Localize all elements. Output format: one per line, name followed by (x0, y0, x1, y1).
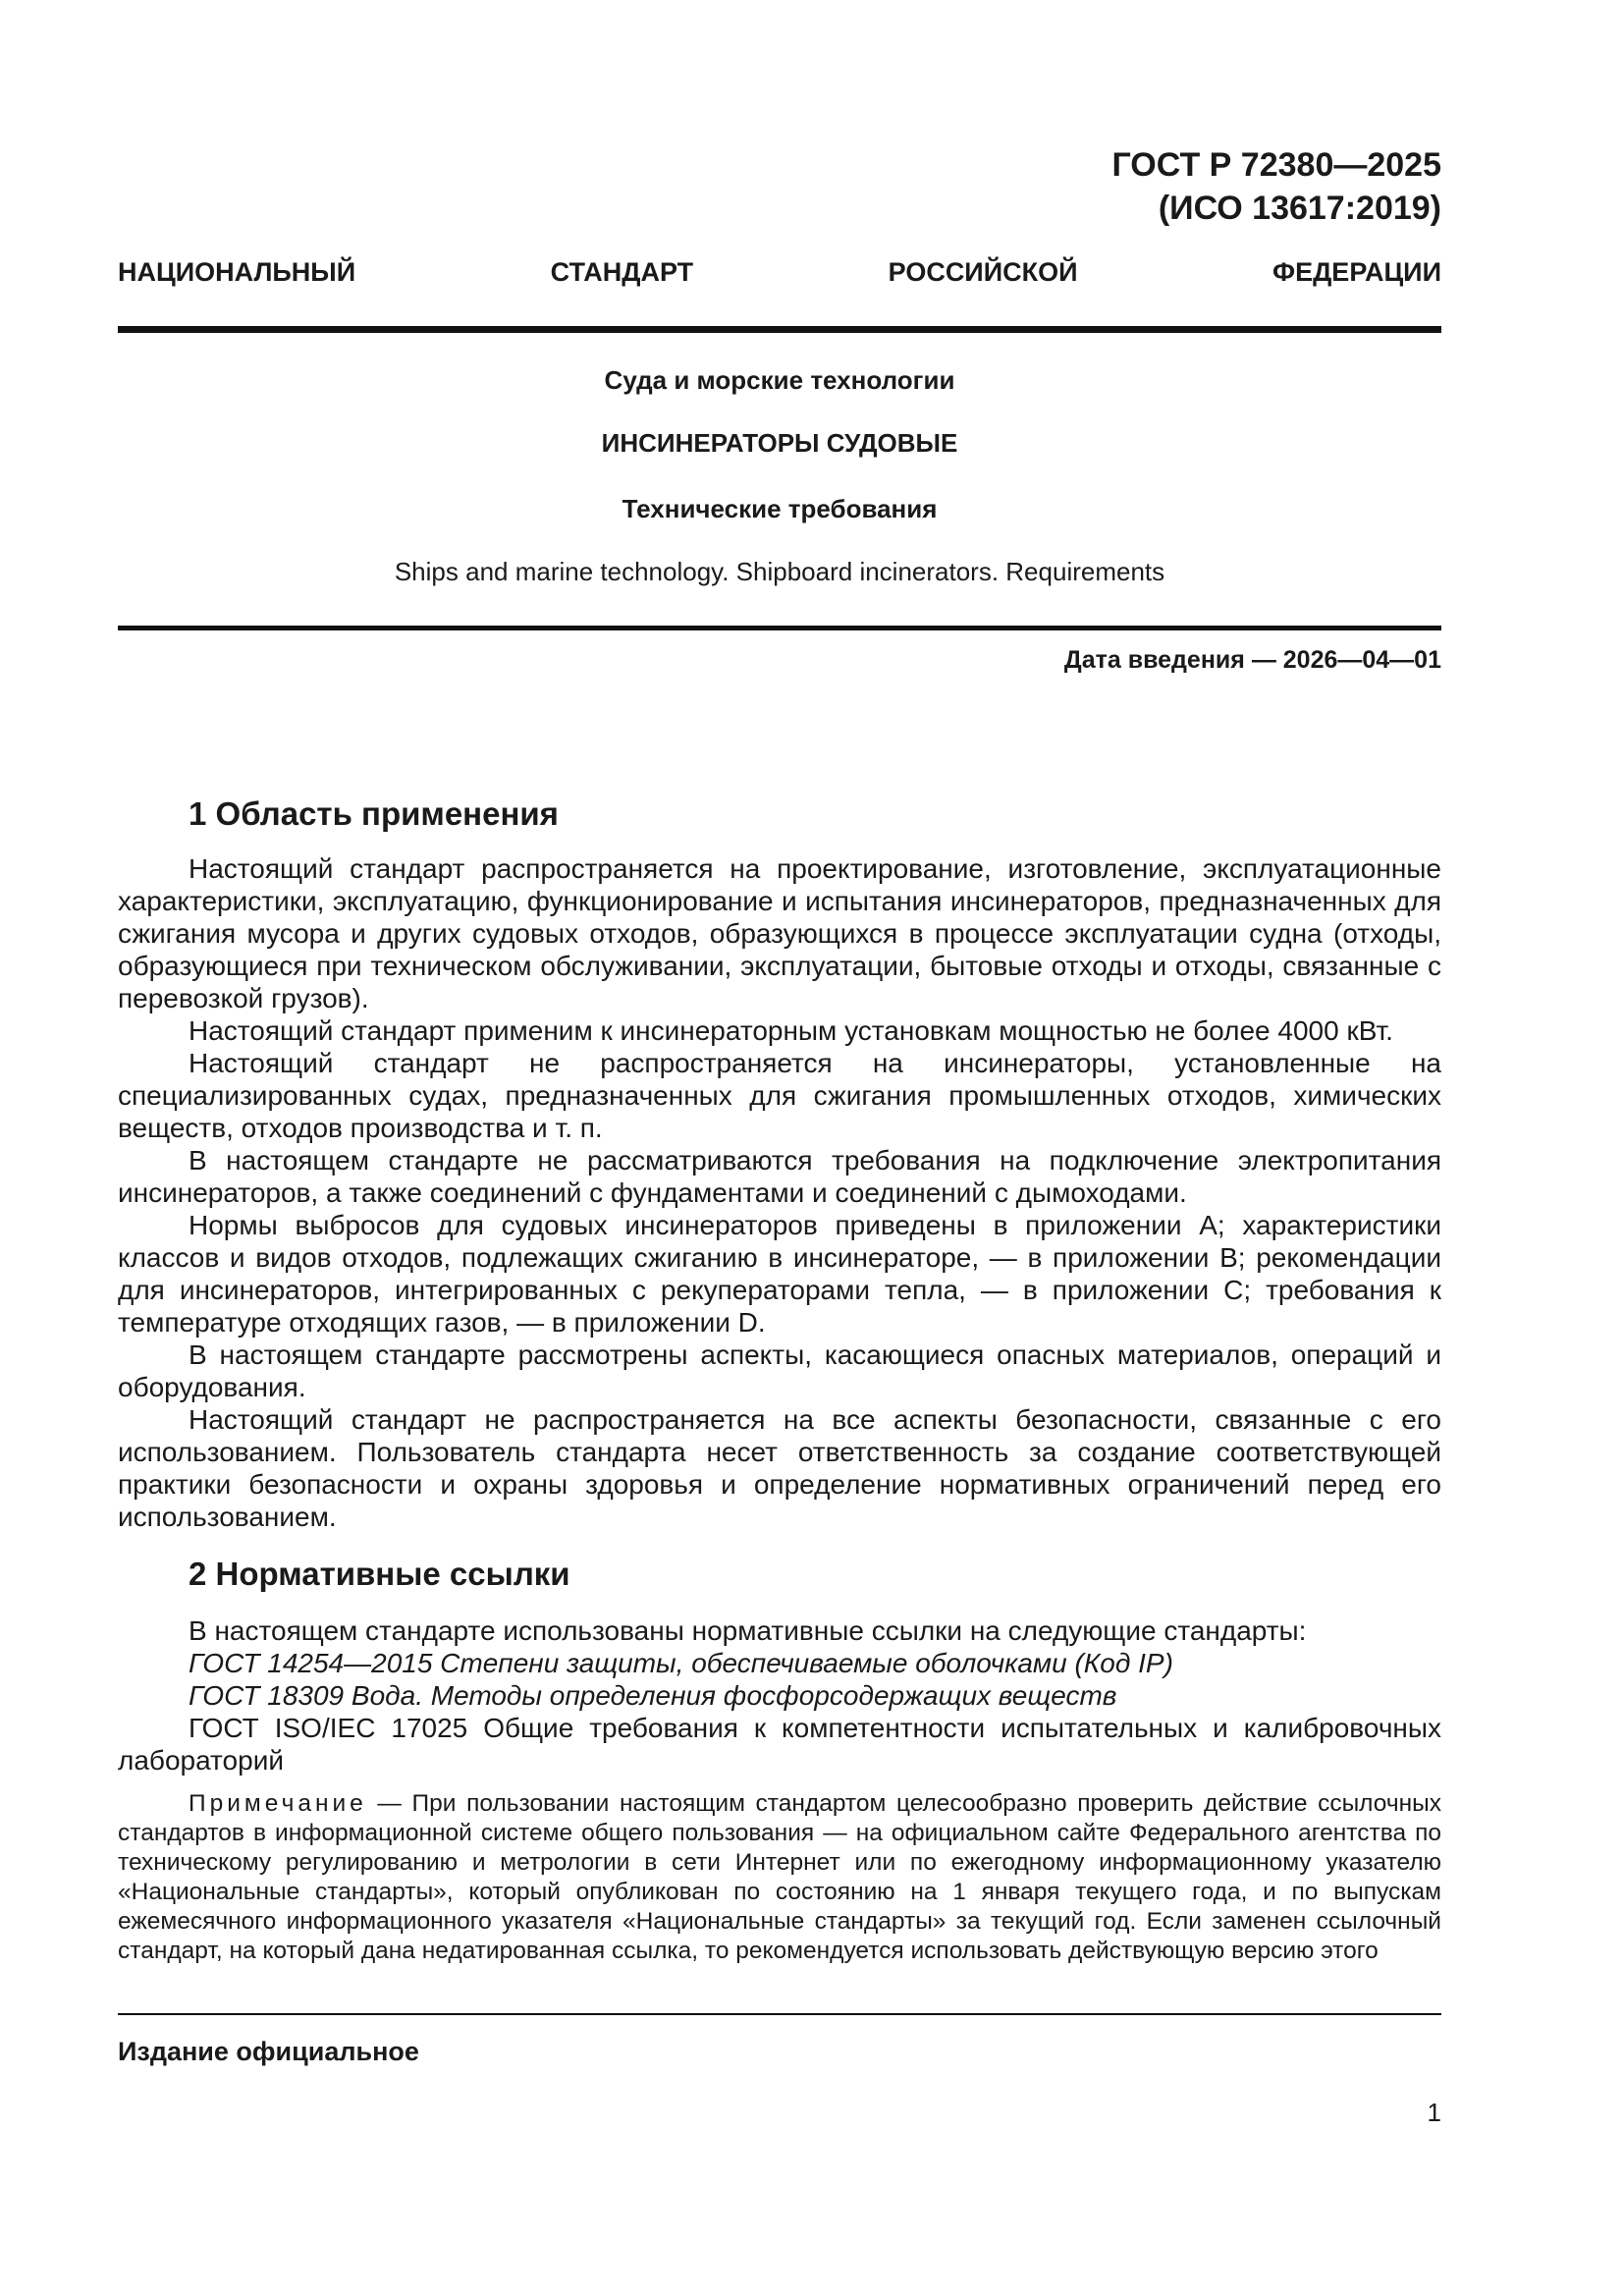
gost-number: ГОСТ Р 72380—2025 (1111, 146, 1441, 184)
national-standard-banner: НАЦИОНАЛЬНЫЙ СТАНДАРТ РОССИЙСКОЙ ФЕДЕРАЦИИ (118, 257, 1441, 287)
page-number: 1 (1427, 2098, 1441, 2127)
footer-divider (118, 2013, 1441, 2015)
note-block (118, 1789, 1441, 1966)
note-label: Примечание (189, 1790, 367, 1817)
title-divider (118, 626, 1441, 630)
gost-identifier (1111, 143, 1441, 230)
introduction-date: Дата введения — 2026—04—01 (1063, 646, 1441, 674)
references-intro: В настоящем стандарте использованы нормативные ссылки на следующие стандарты: (189, 1615, 1307, 1646)
section-2-body (118, 1614, 1441, 1777)
paragraph: Настоящий стандарт распространяется на проектирование, изготовление, эксплуатационные характеристики, эксплуатацию, функционирование и испытания инсинераторов, предназначенных для сжигания мусора и других судовых отходов, образующихся в процессе эксплуатации судна (отходы, образующиеся при техническом обслуживании, эксплуатации, бытовые отходы и отходы, связанные с перевозкой грузов). (118, 853, 1441, 1013)
top-divider (118, 326, 1441, 333)
paragraph: Настоящий стандарт не распространяется на инсинераторы, установленные на специализированных судах, предназначенных для сжигания промышленных отходов, химических веществ, отходов производства и т. п. (118, 1048, 1441, 1143)
paragraph: В настоящем стандарте не рассматриваются требования на подключение электропитания инсинераторов, а также соединений с фундаментами и соединений с дымоходами. (118, 1145, 1441, 1208)
iso-number: (ИСО 13617:2019) (1158, 190, 1441, 227)
note-paragraph (118, 1789, 1441, 1966)
section-1-body (118, 852, 1441, 1533)
title-field: Суда и морские технологии (604, 365, 955, 395)
reference-item: ГОСТ 18309 Вода. Методы определения фосфорсодержащих веществ (189, 1680, 1117, 1711)
official-edition-label: Издание официальное (118, 2037, 419, 2066)
title-english: Ships and marine technology. Shipboard incinerators. Requirements (394, 557, 1165, 586)
title-sub: Технические требования (622, 494, 938, 523)
section-2-heading: 2 Нормативные ссылки (189, 1556, 570, 1592)
paragraph: Настоящий стандарт применим к инсинераторным установкам мощностью не более 4000 кВт. (189, 1015, 1393, 1046)
section-1-heading: 1 Область применения (189, 795, 559, 832)
reference-item: ГОСТ ISO/IEC 17025 Общие требования к компетентности испытательных и калибровочных лабораторий (118, 1713, 1441, 1776)
paragraph: Нормы выбросов для судовых инсинераторов приведены в приложении A; характеристики классов и видов отходов, подлежащих сжиганию в инсинераторе, — в приложении B; рекомендации для инсинераторов, интегрированных с рекуператорами тепла, — в приложении C; требования к температуре отходящих газов, — в приложении D. (118, 1210, 1441, 1338)
paragraph: Настоящий стандарт не распространяется на все аспекты безопасности, связанные с его использованием. Пользователь стандарта несет ответственность за создание соответствующей практики безопасности и охраны здоровья и определение нормативных ограничений перед его использованием. (118, 1404, 1441, 1532)
title-main: ИНСИНЕРАТОРЫ СУДОВЫЕ (601, 428, 958, 458)
reference-item: ГОСТ 14254—2015 Степени защиты, обеспечиваемые оболочками (Код IP) (189, 1648, 1173, 1678)
paragraph: В настоящем стандарте рассмотрены аспекты, касающиеся опасных материалов, операций и оборудования. (118, 1339, 1441, 1402)
note-text: — При пользовании настоящим стандартом целесообразно проверить действие ссылочных стандартов в информационной системе общего пользования — на официальном сайте Федерального агентства по техническому регулированию и метрологии в сети Интернет или по ежегодному информационному указателю «Национальные стандарты», который опубликован по состоянию на 1 января текущего года, и по выпускам ежемесячного информационного указателя «Национальные стандарты» за текущий год. Если заменен ссылочный стандарт, на который дана недатированная ссылка, то рекомендуется использовать действующую версию этого (118, 1790, 1441, 1964)
